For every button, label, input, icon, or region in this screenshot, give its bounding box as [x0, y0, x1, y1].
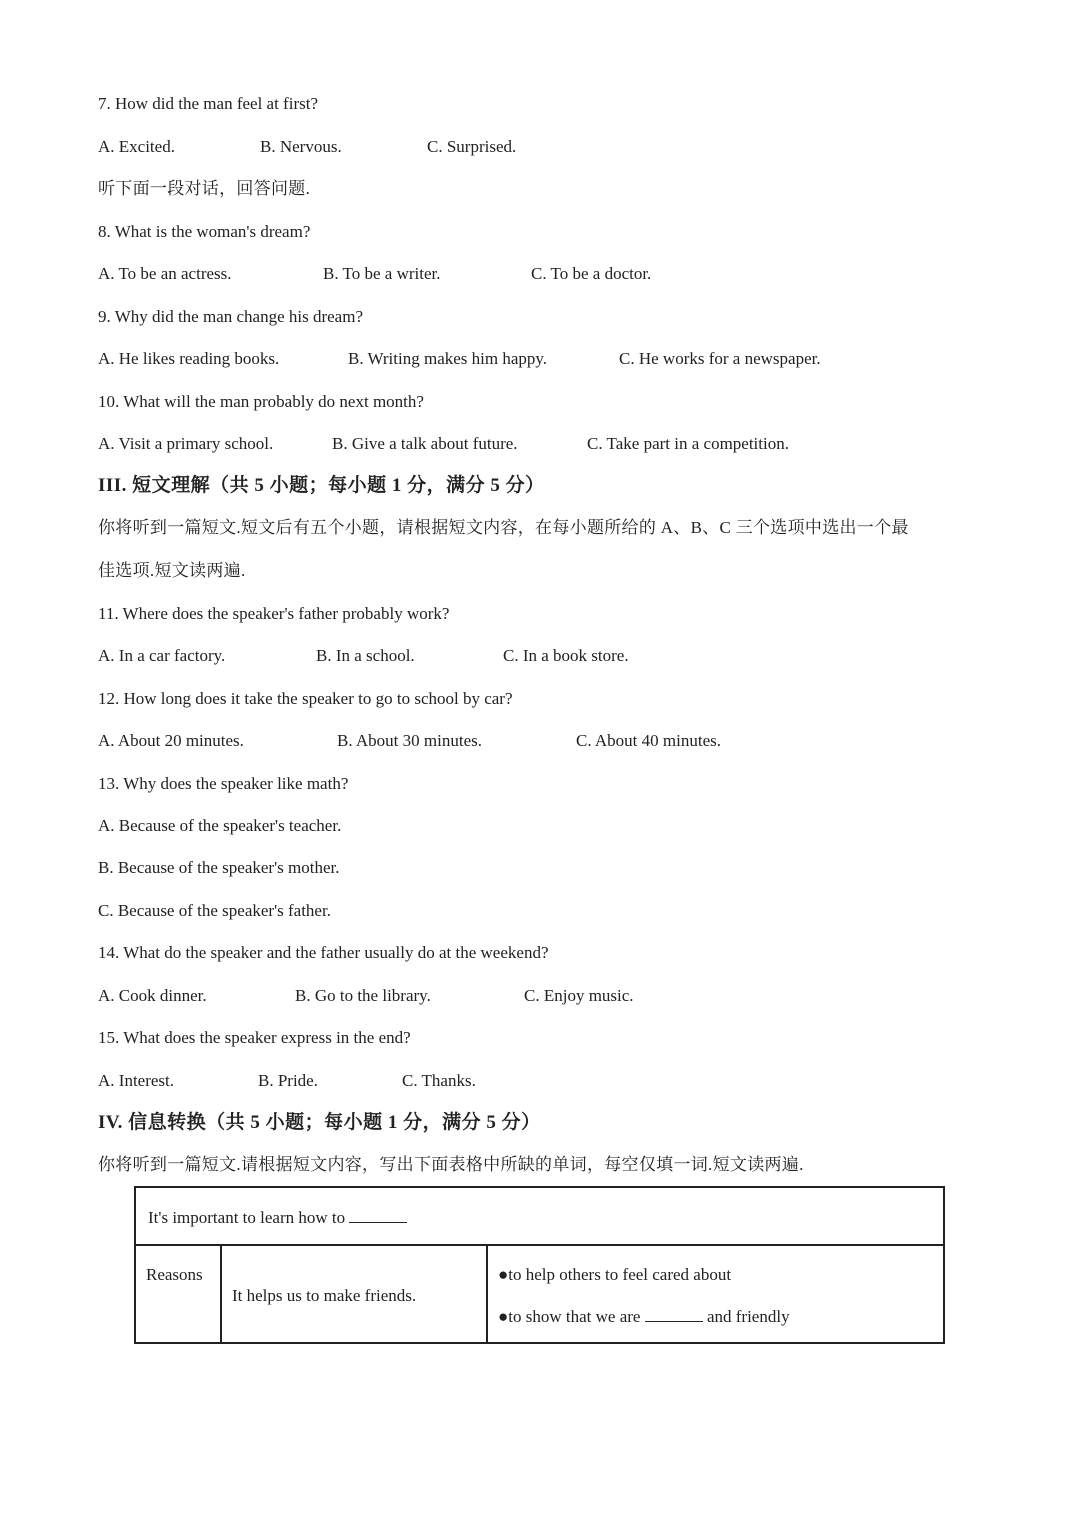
question-9: 9. Why did the man change his dream? — [98, 307, 363, 326]
q13-option-b: B. Because of the speaker's mother. — [98, 858, 340, 877]
q12-option-b: B. About 30 minutes. — [337, 731, 482, 750]
q9-option-c: C. He works for a newspaper. — [619, 349, 821, 368]
table-top-row-text: It's important to learn how to — [148, 1208, 346, 1227]
q7-option-c: C. Surprised. — [427, 137, 517, 156]
question-10: 10. What will the man probably do next month? — [98, 392, 424, 411]
q11-option-b: B. In a school. — [316, 646, 415, 665]
q15-option-a: A. Interest. — [98, 1071, 175, 1090]
info-table — [134, 1186, 945, 1344]
q14-option-a: A. Cook dinner. — [98, 986, 207, 1005]
table-reasons-label: Reasons — [146, 1265, 203, 1284]
question-12: 12. How long does it take the speaker to go to school by car? — [98, 689, 513, 708]
q13-option-c: C. Because of the speaker's father. — [98, 901, 331, 920]
question-15: 15. What does the speaker express in the end? — [98, 1028, 411, 1047]
question-7: 7. How did the man feel at first? — [98, 94, 318, 113]
section-4-instruction: 你将听到一篇短文.请根据短文内容，写出下面表格中所缺的单词，每空仅填一词.短文读两遍. — [98, 1155, 804, 1174]
section-3-header: III. 短文理解（共 5 小题；每小题 1 分，满分 5 分） — [98, 475, 545, 496]
q8-option-a: A. To be an actress. — [98, 264, 232, 283]
q10-option-c: C. Take part in a competition. — [587, 434, 789, 453]
q7-option-a: A. Excited. — [98, 137, 175, 156]
q9-option-b: B. Writing makes him happy. — [348, 349, 548, 368]
q14-option-c: C. Enjoy music. — [524, 986, 634, 1005]
table-bullet-2-pre: ●to show that we are — [498, 1307, 641, 1326]
question-11: 11. Where does the speaker's father probably work? — [98, 604, 450, 623]
q12-option-a: A. About 20 minutes. — [98, 731, 244, 750]
dialog-instruction: 听下面一段对话，回答问题. — [98, 179, 311, 198]
q10-option-b: B. Give a talk about future. — [332, 434, 518, 453]
q10-option-a: A. Visit a primary school. — [98, 434, 274, 453]
table-column-divider — [486, 1244, 488, 1342]
q13-option-a: A. Because of the speaker's teacher. — [98, 816, 342, 835]
table-top-row — [148, 1207, 407, 1229]
q11-option-a: A. In a car factory. — [98, 646, 226, 665]
answer-blank[interactable] — [645, 1307, 703, 1322]
table-row-divider — [136, 1244, 943, 1246]
table-middle-cell: It helps us to make friends. — [232, 1286, 417, 1305]
table-bullet-1: ●to help others to feel cared about — [498, 1265, 732, 1284]
section-3-instruction-line-1: 你将听到一篇短文.短文后有五个小题，请根据短文内容，在每小题所给的 A、B、C 三个选项中选出一个最 — [98, 518, 909, 537]
q14-option-b: B. Go to the library. — [295, 986, 431, 1005]
q7-option-b: B. Nervous. — [260, 137, 342, 156]
section-3-instruction-line-2: 佳选项.短文读两遍. — [98, 561, 246, 580]
question-14: 14. What do the speaker and the father usually do at the weekend? — [98, 943, 549, 962]
table-bullet-2-post: and friendly — [706, 1307, 790, 1326]
answer-blank[interactable] — [349, 1208, 407, 1223]
q12-option-c: C. About 40 minutes. — [576, 731, 721, 750]
table-bullet-2 — [498, 1306, 790, 1328]
q15-option-b: B. Pride. — [258, 1071, 318, 1090]
question-8: 8. What is the woman's dream? — [98, 222, 311, 241]
q15-option-c: C. Thanks. — [402, 1071, 476, 1090]
q11-option-c: C. In a book store. — [503, 646, 629, 665]
section-4-header: IV. 信息转换（共 5 小题；每小题 1 分，满分 5 分） — [98, 1112, 541, 1133]
question-13: 13. Why does the speaker like math? — [98, 774, 349, 793]
q9-option-a: A. He likes reading books. — [98, 349, 280, 368]
q8-option-c: C. To be a doctor. — [531, 264, 652, 283]
table-column-divider — [220, 1244, 222, 1342]
q8-option-b: B. To be a writer. — [323, 264, 441, 283]
